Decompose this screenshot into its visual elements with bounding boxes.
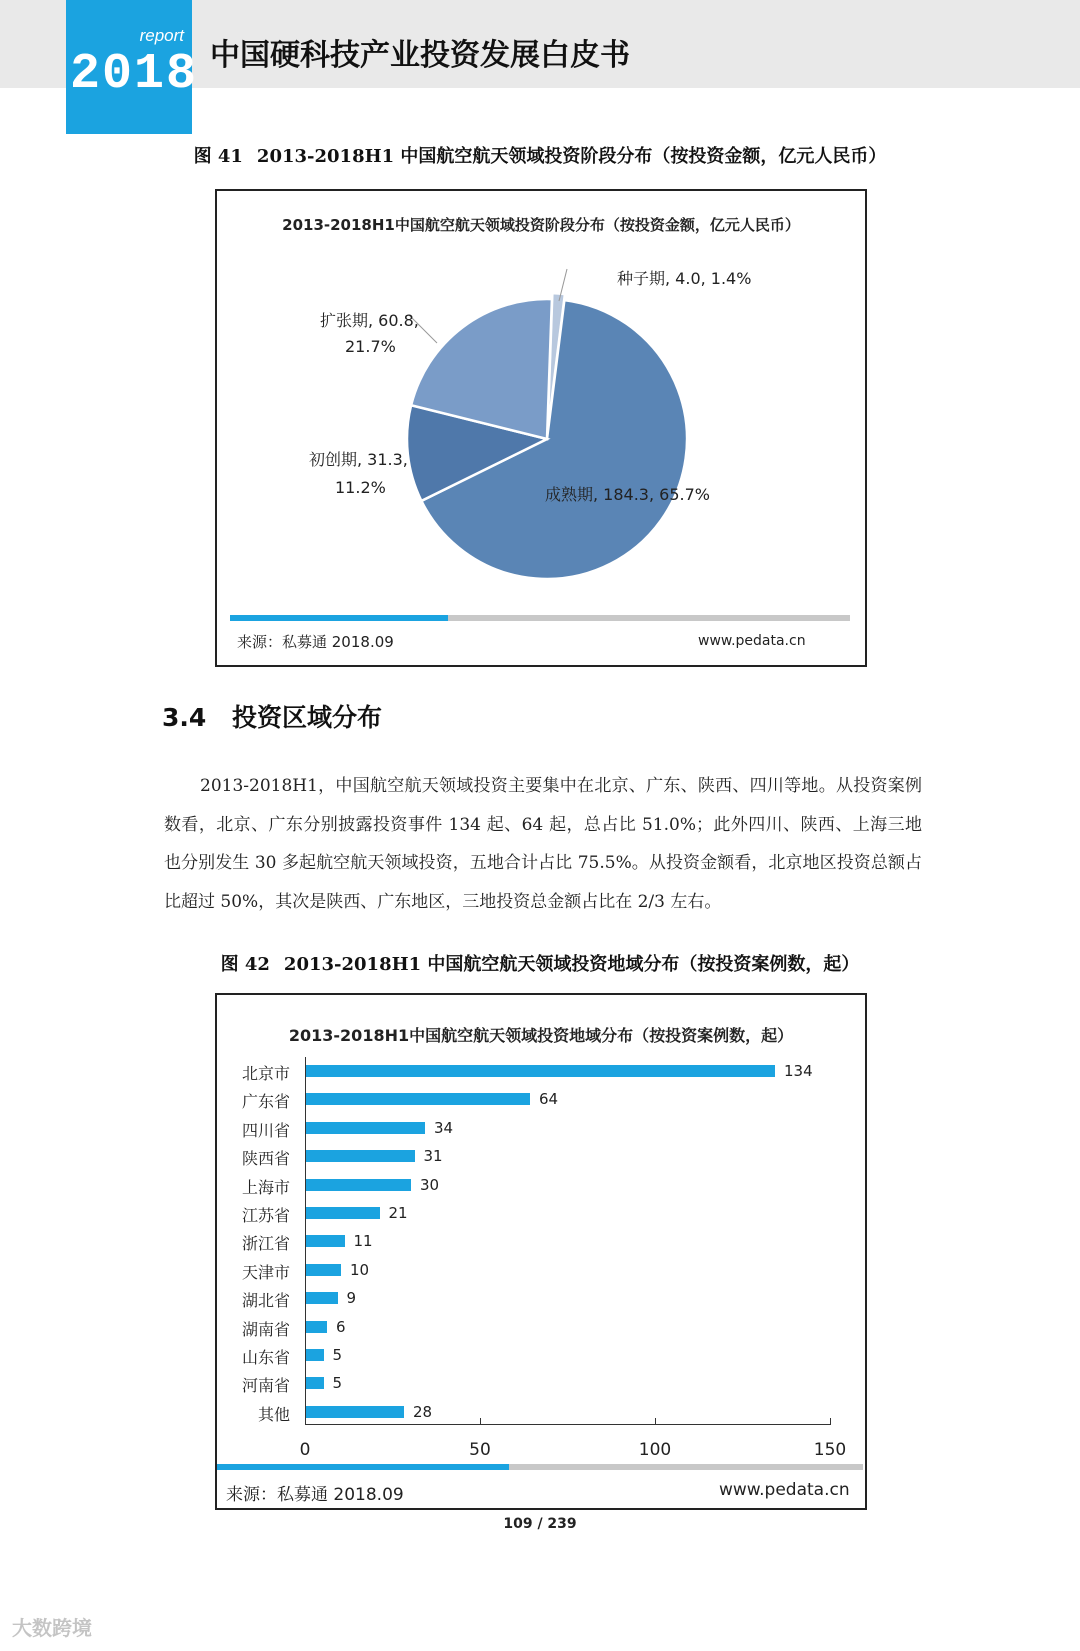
- figure-42-caption-text: 2013-2018H1 中国航空航天领域投资地域分布（按投资案例数，起）: [283, 954, 860, 975]
- bar-category-label: 湖北省: [241, 1291, 290, 1311]
- pie-chart-box: [215, 189, 867, 667]
- bar-value-label: 10: [350, 1260, 370, 1279]
- bar-value-label: 30: [420, 1175, 440, 1194]
- bar-5: [306, 1179, 411, 1191]
- bar-7: [306, 1235, 345, 1247]
- pie-label-startup-line1: 初创期, 31.3,: [309, 450, 408, 469]
- bar-2: [306, 1093, 530, 1105]
- bar-value-label: 11: [353, 1232, 373, 1251]
- bar-value-label: 5: [332, 1374, 343, 1393]
- bar-category-label: 浙江省: [241, 1234, 290, 1254]
- section-title: 投资区域分布: [232, 703, 383, 732]
- section-number: 3.4: [162, 703, 207, 732]
- bar-category-label: 湖南省: [241, 1319, 290, 1339]
- logo-report-text: report: [139, 26, 184, 45]
- pie-label-expansion-line2: 21.7%: [345, 337, 396, 356]
- figure-41-caption-text: 2013-2018H1 中国航空航天领域投资阶段分布（按投资金额，亿元人民币）: [256, 146, 887, 167]
- x-axis: [305, 1424, 830, 1425]
- report-logo: [66, 0, 199, 134]
- bar-value-label: 64: [539, 1090, 559, 1109]
- bar-category-label: 江苏省: [241, 1206, 290, 1225]
- bar-value-label: 6: [336, 1317, 346, 1336]
- x-tick-label: 100: [638, 1440, 672, 1460]
- bar-value-label: 134: [784, 1062, 813, 1080]
- section-heading: [162, 698, 382, 734]
- bar-9: [306, 1292, 338, 1304]
- figure-42-caption: [0, 950, 1080, 976]
- pie-label-expansion-line1: 扩张期, 60.8,: [320, 311, 419, 330]
- x-tick: [305, 1418, 306, 1425]
- bar-category-label: 天津市: [241, 1262, 290, 1282]
- pie-website: www.pedata.cn: [698, 633, 806, 649]
- x-tick: [830, 1418, 831, 1425]
- bar-category-label: 广东省: [241, 1092, 290, 1112]
- bar-8: [306, 1264, 341, 1276]
- logo-year: 2018: [70, 46, 199, 103]
- pie-source: 来源：私募通 2018.09: [237, 633, 394, 651]
- bar-4: [306, 1150, 415, 1162]
- bar-website: www.pedata.cn: [719, 1480, 850, 1500]
- bar-value-label: 34: [434, 1118, 454, 1137]
- bar-value-label: 5: [332, 1346, 343, 1364]
- bar-source-bar: [509, 1464, 863, 1470]
- pie-label-mature: 成熟期, 184.3, 65.7%: [545, 485, 710, 504]
- bar-13: [306, 1406, 404, 1418]
- bar-value-label: 9: [346, 1289, 357, 1308]
- x-tick: [480, 1418, 481, 1425]
- bar-11: [306, 1349, 324, 1361]
- bar-source: 来源：私募通 2018.09: [226, 1485, 404, 1505]
- bar-category-label: 上海市: [241, 1177, 290, 1197]
- watermark: 大数跨境: [12, 1616, 92, 1640]
- figure-41-caption: [0, 142, 1080, 168]
- source-bar-accent: [230, 615, 448, 621]
- bar-category-label: 其他: [257, 1404, 290, 1424]
- x-tick-label: 50: [469, 1440, 491, 1460]
- pie-chart-title: 2013-2018H1中国航空航天领域投资阶段分布（按投资金额，亿元人民币）: [282, 216, 800, 234]
- pie-label-startup-line2: 11.2%: [335, 478, 386, 497]
- x-tick-label: 150: [813, 1440, 847, 1460]
- bar-category-label: 河南省: [241, 1376, 290, 1396]
- figure-41-label: 图 41: [193, 146, 243, 167]
- bar-value-label: 28: [413, 1402, 433, 1421]
- page-number: 109 / 239: [503, 1516, 577, 1532]
- section-paragraph: 2013-2018H1，中国航空航天领域投资主要集中在北京、广东、陕西、四川等地。从投资案例数看，北京、广东分别披露投资事件 134 起、64 起，总占比 51.0%；此外四川、陕西、上海三地也分别发生 30 多起航空航天领域投资，五地合计占比 75.5%。从投资金额看，北京地区投资总额占比超过 50%，其次是陕西、广东地区，三地投资总金额占比在 2/3 左右。: [164, 776, 922, 912]
- bar-value-label: 31: [423, 1147, 443, 1166]
- pie-label-seed: 种子期, 4.0, 1.4%: [617, 269, 752, 288]
- x-tick: [655, 1418, 656, 1425]
- x-tick-label: 0: [299, 1440, 311, 1460]
- bar-chart-title: 2013-2018H1中国航空航天领域投资地域分布（按投资案例数，起）: [288, 1026, 794, 1045]
- pie-chart-svg: [217, 191, 865, 665]
- source-bar: [448, 615, 850, 621]
- bar-12: [306, 1377, 324, 1389]
- bar-category-label: 山东省: [241, 1348, 290, 1367]
- bar-category-label: 北京市: [241, 1064, 290, 1083]
- figure-42-label: 图 42: [220, 954, 270, 975]
- document-title: 中国硬科技产业投资发展白皮书: [210, 38, 630, 73]
- bar-3: [306, 1122, 425, 1134]
- bar-category-label: 四川省: [241, 1120, 290, 1140]
- bar-source-bar-accent: [217, 1464, 509, 1470]
- bar-6: [306, 1207, 380, 1219]
- bar-1: [306, 1065, 775, 1077]
- bar-value-label: 21: [388, 1204, 408, 1222]
- y-axis: [305, 1057, 306, 1425]
- bar-10: [306, 1321, 327, 1333]
- bar-category-label: 陕西省: [241, 1149, 290, 1169]
